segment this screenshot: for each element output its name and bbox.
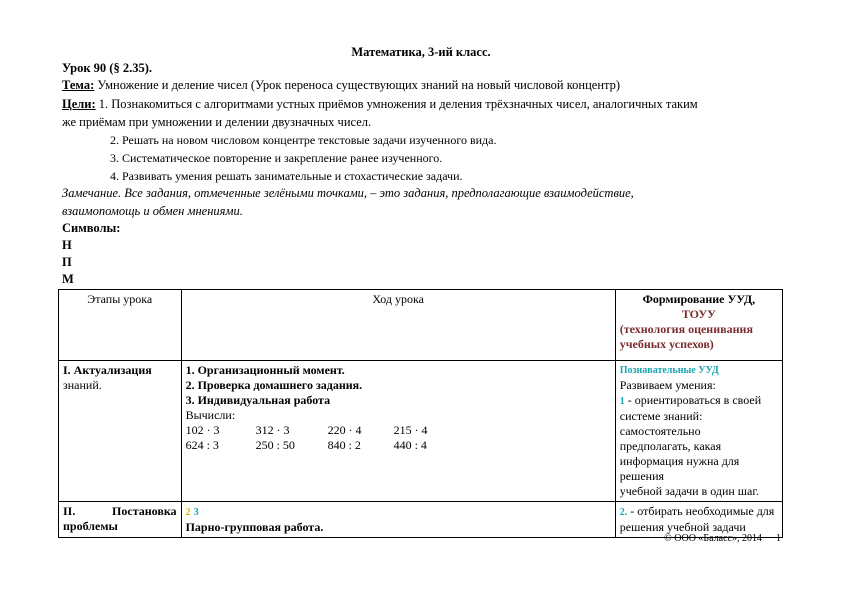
dot-teal: 3 <box>193 507 199 518</box>
row2-uud-num: 2. <box>619 507 628 518</box>
row1-uud <box>615 361 782 502</box>
calc-item: 102 · 3 <box>185 423 220 437</box>
footer-copyright: © ООО «Баласс», 2014 <box>664 533 762 544</box>
row2-uud-line1-text: - отбирать необходимые для <box>627 504 775 518</box>
goal-4: 4. Развивать умения решать занимательные и стохастические задачи. <box>110 169 463 183</box>
row1-flow <box>181 361 615 502</box>
header-uud-line1: Формирование УУД, <box>642 292 756 306</box>
row1-uud-num: 1 <box>619 396 625 407</box>
note-line2: взаимопомощь и обмен мнениями. <box>62 204 243 218</box>
row1-uud-title: Познавательные УУД <box>619 365 719 376</box>
row1-stage <box>59 361 182 502</box>
row2-stage-word1: II. <box>63 504 76 518</box>
header-uud-line3: (технология оценивания <box>619 322 753 336</box>
row1-uud-line1-text: - ориентироваться в своей <box>624 393 762 407</box>
header-uud-line4: учебных успехов) <box>619 337 714 351</box>
row2-task: Парно-групповая работа. <box>185 520 324 534</box>
calc-item: 312 · 3 <box>255 423 290 437</box>
header-uud-line2: ТОУУ <box>681 307 716 321</box>
calc-item: 440 : 4 <box>393 438 427 452</box>
goal-1-line1: 1. Познакомиться с алгоритмами устных приёмов умножения и деления трёхзначных чисел, аналогичных таким <box>95 97 698 111</box>
row1-uud-sub: Развиваем умения: <box>619 378 716 392</box>
calc-item: 250 : 50 <box>255 438 295 452</box>
row2-flow <box>181 502 615 538</box>
row1-calc-label: Вычисли: <box>185 408 236 422</box>
header-stages: Этапы урока <box>59 290 182 361</box>
goal-2: 2. Решать на новом числовом концентре текстовые задачи изученного вида. <box>110 133 497 147</box>
dot-yellow: 2 <box>185 507 191 518</box>
row2-stage <box>59 502 182 538</box>
symbols-label: Символы: <box>62 221 121 235</box>
row1-uud-line5: учебной задачи в один шаг. <box>619 484 759 498</box>
row1-uud-line2: системе знаний: самостоятельно <box>619 409 703 438</box>
calc-item: 215 · 4 <box>393 423 428 437</box>
row2-uud-line2-text: решения учебной задачи <box>619 520 746 534</box>
calc-item: 624 : 3 <box>185 438 219 452</box>
topic-line <box>62 78 620 93</box>
topic-text: Умножение и деление чисел (Урок переноса существующих знаний на новый числовой концентр) <box>94 78 621 92</box>
calc-item: 220 · 4 <box>327 423 362 437</box>
row1-stage-line1: I. Актуализация <box>63 363 152 377</box>
symbol-m: М <box>62 272 74 286</box>
goals-line-1 <box>62 97 698 112</box>
row2-uud-line1 <box>620 504 778 520</box>
header-lesson-flow: Ход урока <box>181 290 615 361</box>
row1-step-3: 3. Индивидуальная работа <box>185 393 331 407</box>
table-header-row <box>59 290 783 361</box>
row1-uud-line1 <box>620 393 778 409</box>
row1-calc-row1 <box>186 423 611 438</box>
row2-stage-line1 <box>63 504 177 519</box>
goal-1-line2: же приёмам при умножении и делении двузначных чисел. <box>62 115 372 129</box>
header-uud <box>615 290 782 361</box>
page-number: 1 <box>776 533 781 544</box>
row2-stage-word2: Постановка <box>112 504 177 518</box>
calc-item: 840 : 2 <box>327 438 361 452</box>
note-line1: Замечание. Все задания, отмеченные зелёными точками, – это задания, предполагающие взаимодействие, <box>62 186 634 200</box>
row2-dots <box>186 504 611 520</box>
topic-label: Тема: <box>62 78 95 92</box>
lesson-number: Урок 90 (§ 2.35). <box>62 61 153 75</box>
row1-step-1: 1. Организационный момент. <box>185 363 345 377</box>
table-row <box>59 361 783 502</box>
lesson-table <box>58 289 783 538</box>
row1-uud-line3: предполагать, какая <box>619 439 722 453</box>
row1-uud-line4: информация нужна для решения <box>619 454 740 483</box>
row1-stage-line2: знаний. <box>63 378 102 392</box>
document-title: Математика, 3-ий класс. <box>351 45 491 59</box>
row1-step-2: 2. Проверка домашнего задания. <box>185 378 363 392</box>
symbol-p: П <box>62 255 72 269</box>
goal-3: 3. Систематическое повторение и закрепление ранее изученного. <box>110 151 443 165</box>
symbol-n: Н <box>62 238 72 252</box>
row2-stage-line2: проблемы <box>63 519 118 533</box>
row1-calc-row2 <box>186 438 611 453</box>
goals-label: Цели: <box>62 97 96 111</box>
